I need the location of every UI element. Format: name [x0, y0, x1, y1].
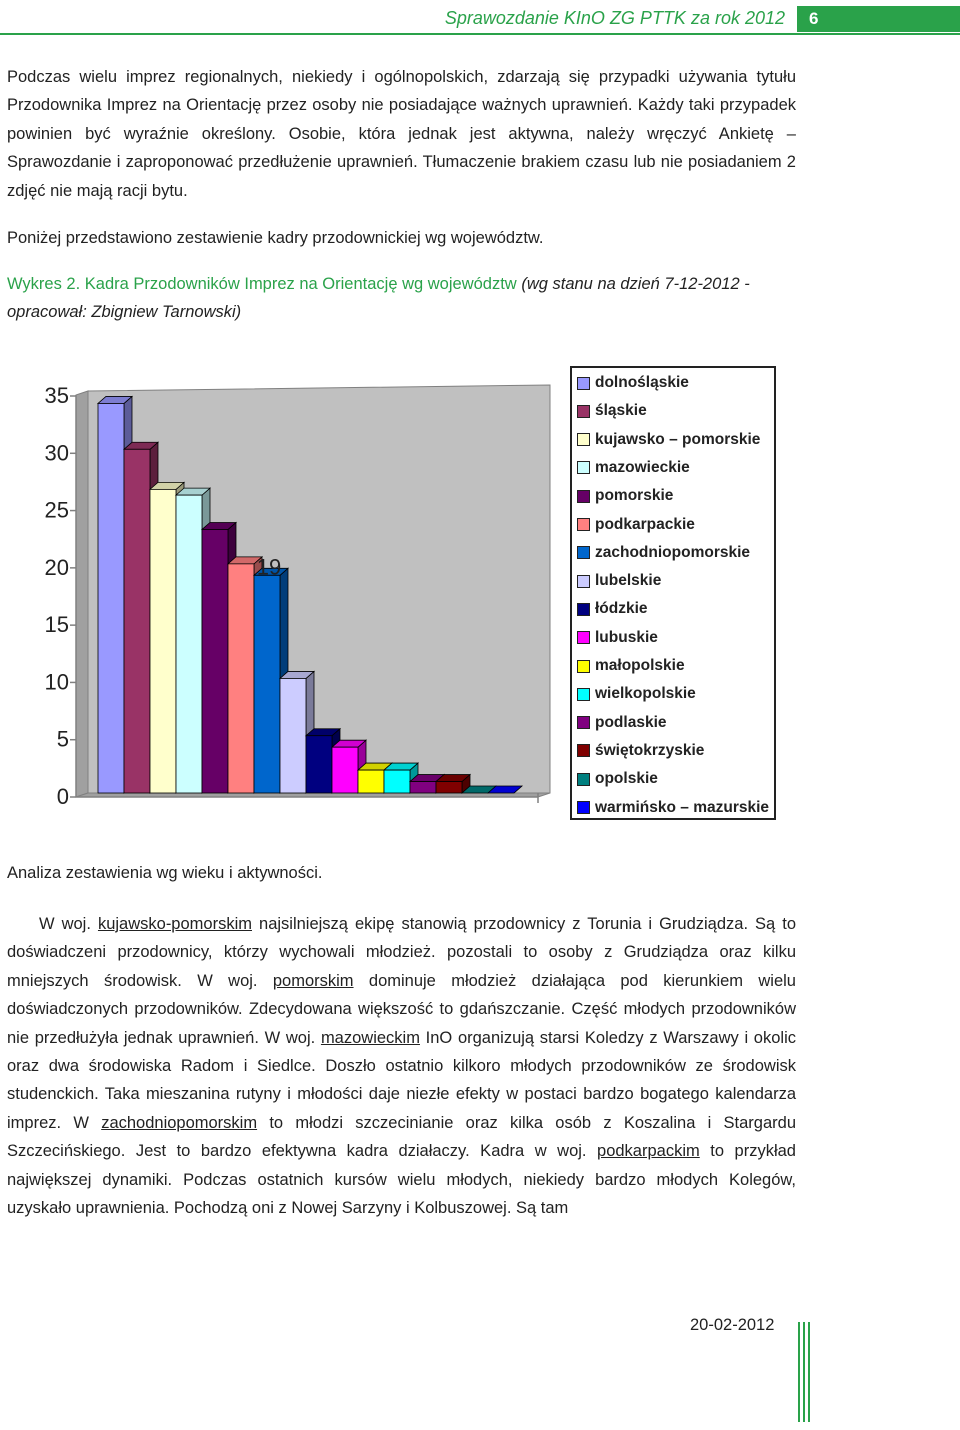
footer-date: 20-02-2012 [690, 1316, 775, 1334]
legend-swatch [577, 688, 590, 701]
legend-item [577, 713, 667, 733]
legend-swatch [577, 575, 590, 588]
y-tick-label: 20 [44, 554, 69, 580]
voivodeship-name: kujawsko-pomorskim [97, 915, 252, 933]
legend-item [577, 798, 769, 818]
y-tick-label: 25 [44, 497, 69, 523]
y-tick-label: 15 [44, 612, 69, 638]
legend-label: małopolskie [595, 657, 685, 674]
bar-front [384, 770, 410, 793]
footer-rule-3 [808, 1322, 810, 1422]
legend-label: wielkopolskie [595, 685, 696, 703]
legend-label: lubuskie [595, 628, 658, 646]
bar-chart [0, 355, 560, 815]
footer-rule-2 [803, 1322, 805, 1422]
bar-front [228, 564, 254, 793]
legend-swatch [577, 716, 590, 729]
legend-item [577, 515, 695, 535]
bar-front [332, 747, 358, 793]
legend-label: podkarpackie [595, 515, 695, 533]
chart-caption-note: (wg stanu na dzień 7-12-2012 - opracował: Zbigniew Tarnowski) [7, 275, 750, 322]
legend-label: podlaskie [595, 713, 667, 731]
bar-front [124, 449, 150, 793]
page-number: 6 [809, 9, 819, 28]
voivodeship-name: pomorskim [272, 971, 354, 990]
bar-front [358, 770, 384, 793]
legend-label: kujawsko – pomorskie [595, 430, 761, 448]
analysis-text: InO organizują starsi Koledzy z Warszawy i okolic oraz dwa środowiska Radom i Siedlce. Doszło ostatnio kilkoro młodych przodowników ze środowisk studenckich. Taka mieszanina rutyny i młodości daje niezłe efekty w postaci bardzo bogatego kalendarza imprez. W [7, 1028, 796, 1132]
chart-caption-lead: Wykres 2. Kadra Przodowników Imprez na Orientację wg województw [7, 275, 517, 293]
legend-label: zachodniopomorskie [595, 543, 751, 561]
legend-label: opolskie [595, 770, 658, 788]
y-tick-label: 0 [56, 784, 69, 809]
legend-swatch [577, 660, 590, 673]
footer-rule-1 [798, 1322, 800, 1422]
y-tick-label: 5 [56, 726, 69, 752]
chart-side-wall [76, 391, 88, 797]
legend-item [577, 628, 658, 648]
analysis-paragraph [7, 910, 796, 1222]
legend-swatch [577, 490, 590, 503]
bar-front [306, 736, 332, 793]
legend-label: świętokrzyskie [595, 741, 705, 759]
legend-item [577, 571, 661, 591]
data-labels [257, 554, 281, 579]
legend-item [577, 430, 760, 450]
legend-label: dolnośląskie [595, 374, 689, 391]
legend-swatch [577, 773, 590, 786]
y-tick-label: 35 [44, 383, 69, 408]
voivodeship-name: podkarpackim [597, 1142, 700, 1161]
legend-swatch [577, 631, 590, 644]
bar-front [150, 489, 176, 793]
header-rule [0, 33, 960, 35]
analysis-text: dominuje młodzież działająca pod kierunkiem wielu doświadczonych przodowników. Zdecydowana większość to gdańszczanie. Część młodych przodowników nie przedłużyła jednak uprawnień. W woj. [7, 971, 796, 1047]
analysis-text: to przykład największej dynamiki. Podczas ostatnich kursów wielu młodych, niekiedy bardzo młodych Kolegów, uzyskało uprawnienia. Pochodzą oni z Nowej Sarzyny i Kolbuszowej. Są tam [7, 1142, 796, 1218]
legend-swatch [577, 377, 590, 390]
legend-item [577, 599, 648, 619]
bar-front [410, 782, 436, 793]
legend-label: śląskie [595, 402, 647, 420]
chart-legend [570, 366, 776, 820]
legend-label: warmińsko – mazurskie [595, 798, 770, 816]
legend-label: lubelskie [595, 572, 662, 590]
bar-front [436, 782, 462, 793]
legend-item [577, 486, 673, 506]
legend-item [577, 373, 689, 393]
legend-label: mazowieckie [595, 458, 690, 476]
analysis-text: najsilniejszą ekipę stanowią przodownicy z Torunia i Grudziądza. Są to doświadczeni przodownicy, którzy wychowali młodzież. pozostali to osoby z Grudziądza oraz kilku mniejszych środowisk. W woj. [7, 915, 797, 990]
header-title: Sprawozdanie KInO ZG PTTK za rok 2012 [444, 8, 785, 28]
legend-item [577, 458, 690, 478]
analysis-heading: Analiza zestawienia wg wieku i aktywności. [7, 864, 323, 882]
y-tick-label: 30 [44, 440, 69, 466]
legend-label: łódzkie [595, 600, 648, 618]
intro-summary-paragraph: Poniżej przedstawiono zestawienie kadry przodownickiej wg województw. [7, 229, 544, 247]
y-axis-ticks [45, 383, 76, 809]
analysis-text: to młodzi szczecinianie oraz kilka osób z Koszalina i Stargardu Szczecińskiego. Jest to bardzo efektywna kadra działaczy. Kadra w woj. [7, 1113, 797, 1161]
legend-label: pomorskie [595, 487, 674, 505]
legend-swatch [577, 518, 590, 531]
voivodeship-name: mazowieckim [320, 1028, 420, 1047]
y-tick-label: 10 [44, 669, 69, 695]
legend-item [577, 543, 750, 563]
bar-front [280, 678, 306, 793]
legend-swatch [577, 461, 590, 474]
bar-front [98, 403, 124, 793]
legend-swatch [577, 801, 590, 814]
bar-front [202, 529, 228, 793]
legend-swatch [577, 744, 590, 757]
legend-item [577, 401, 647, 421]
bar-front [176, 495, 202, 793]
legend-item [577, 684, 696, 704]
legend-swatch [577, 546, 590, 559]
legend-item [577, 741, 704, 761]
legend-swatch [577, 603, 590, 616]
legend-item [577, 656, 685, 676]
voivodeship-name: zachodniopomorskim [101, 1113, 258, 1132]
analysis-text: W woj. [39, 915, 98, 933]
bar-data-label: 19 [256, 554, 282, 580]
chart-caption [7, 270, 796, 327]
legend-swatch [577, 405, 590, 418]
legend-item [577, 769, 658, 789]
bar-front [254, 575, 280, 793]
legend-swatch [577, 433, 590, 446]
page-number-box [797, 6, 960, 32]
intro-paragraph: Podczas wielu imprez regionalnych, niekiedy i ogólnopolskich, zdarzają się przypadki używania tytułu Przodownika Imprez na Orientację przez osoby nie posiadające ważnych uprawnień. Każdy taki przypadek powinien być wyraźnie określony. Osobie, która jednak jest aktywna, należy wręczyć Ankietę – Sprawozdanie i zaproponować przedłużenie uprawnień. Tłumaczenie brakiem czasu lub nie posiadaniem 2 zdjęć nie mają racji bytu. [7, 68, 796, 200]
